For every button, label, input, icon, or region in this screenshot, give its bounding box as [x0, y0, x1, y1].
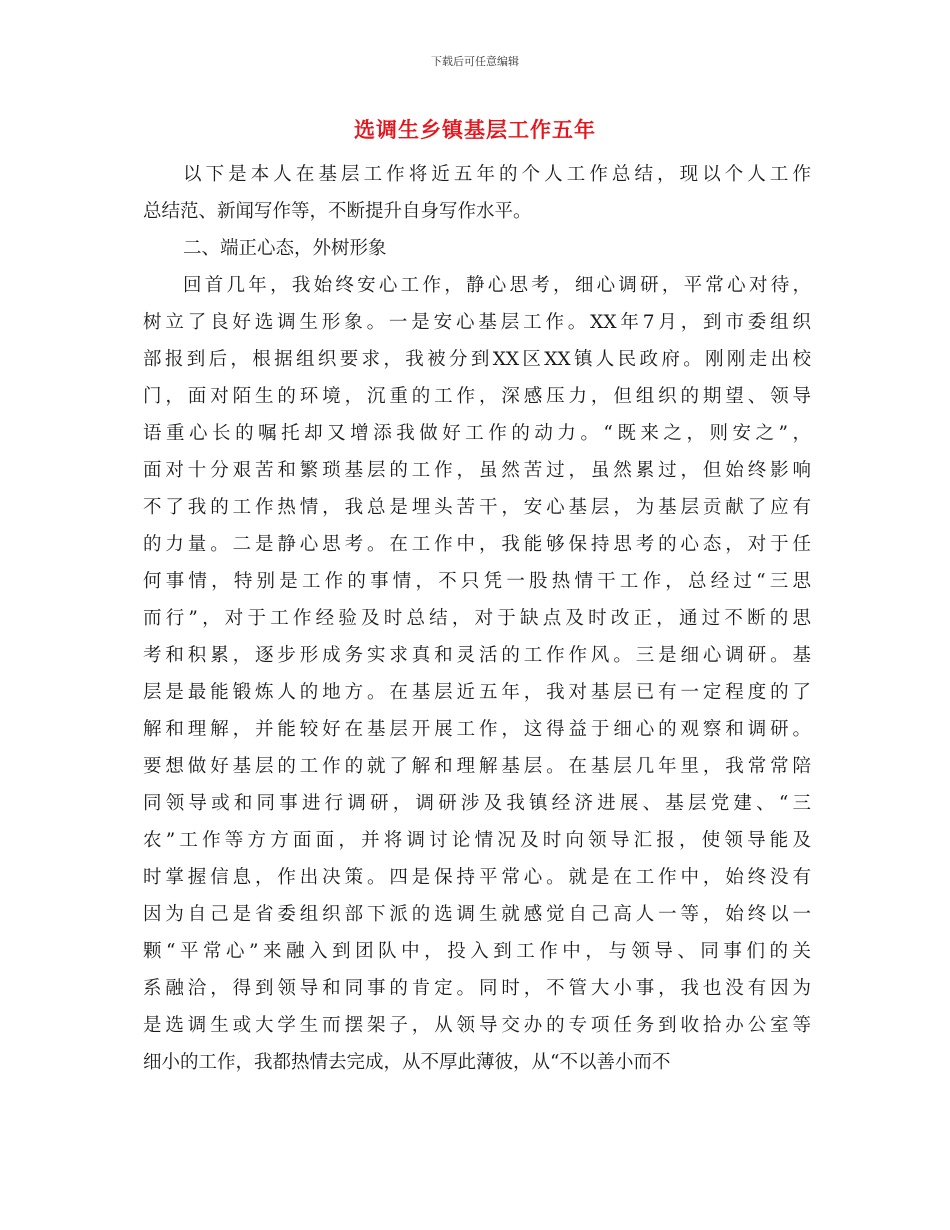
- body-line: 颗“平常心”来融入到团队中，投入到工作中，与领导、同事们的关: [143, 941, 811, 962]
- document-title: 选调生乡镇基层工作五年: [354, 118, 596, 142]
- body-line: 解和理解，并能较好在基层开展工作，这得益于细心的观察和调研。: [143, 719, 811, 740]
- body-line: 以下是本人在基层工作将近五年的个人工作总结，现以个人工作: [183, 164, 811, 185]
- body-line: 时掌握信息，作出决策。四是保持平常心。就是在工作中，始终没有: [143, 867, 811, 888]
- body-line: 总结范、新闻写作等，不断提升自身写作水平。: [143, 201, 532, 222]
- body-line: 考和积累，逐步形成务实求真和灵活的工作作风。三是细心调研。基: [143, 645, 811, 666]
- body-line: 面对十分艰苦和繁琐基层的工作，虽然苦过，虽然累过，但始终影响: [143, 460, 811, 481]
- body-line: 因为自己是省委组织部下派的选调生就感觉自己高人一等，始终以一: [143, 904, 811, 925]
- body-line: 何事情，特别是工作的事情，不只凭一股热情干工作，总经过“三思: [143, 571, 811, 592]
- body-line: 要想做好基层的工作的就了解和理解基层。在基层几年里，我常常陪: [143, 756, 811, 777]
- body-line: 的力量。二是静心思考。在工作中，我能够保持思考的心态，对于任: [143, 534, 811, 555]
- body-line: 不了我的工作热情，我总是埋头苦干，安心基层，为基层贡献了应有: [143, 497, 811, 518]
- body-line: 同领导或和同事进行调研，调研涉及我镇经济进展、基层党建、“三: [143, 793, 811, 814]
- body-line: 而行”，对于工作经验及时总结，对于缺点及时改正，通过不断的思: [143, 608, 811, 629]
- body-line: 回首几年，我始终安心工作，静心思考，细心调研，平常心对待，: [183, 275, 811, 296]
- body-line: 语重心长的嘱托却又增添我做好工作的动力。“既来之，则安之”，: [143, 423, 811, 444]
- document-body: [143, 156, 811, 1081]
- body-line: 细小的工作，我都热情去完成，从不厚此薄彼，从“不以善小而不: [143, 1052, 671, 1073]
- body-line: 层是最能锻炼人的地方。在基层近五年，我对基层已有一定程度的了: [143, 682, 811, 703]
- body-line: 二、端正心态，外树形象: [183, 238, 387, 259]
- body-line: 农”工作等方方面面，并将调讨论情况及时向领导汇报，使领导能及: [143, 830, 811, 851]
- body-line: 树立了良好选调生形象。一是安心基层工作。XX年7月，到市委组织: [143, 312, 811, 333]
- header-note: 下载后可任意编辑: [431, 55, 519, 68]
- body-line: 部报到后，根据组织要求，我被分到XX区XX镇人民政府。刚刚走出校: [143, 349, 811, 370]
- body-line: 系融洽，得到领导和同事的肯定。同时，不管大小事，我也没有因为: [143, 978, 811, 999]
- body-line: 门，面对陌生的环境，沉重的工作，深感压力，但组织的期望、领导: [143, 386, 811, 407]
- body-line: 是选调生或大学生而摆架子，从领导交办的专项任务到收拾办公室等: [143, 1015, 811, 1036]
